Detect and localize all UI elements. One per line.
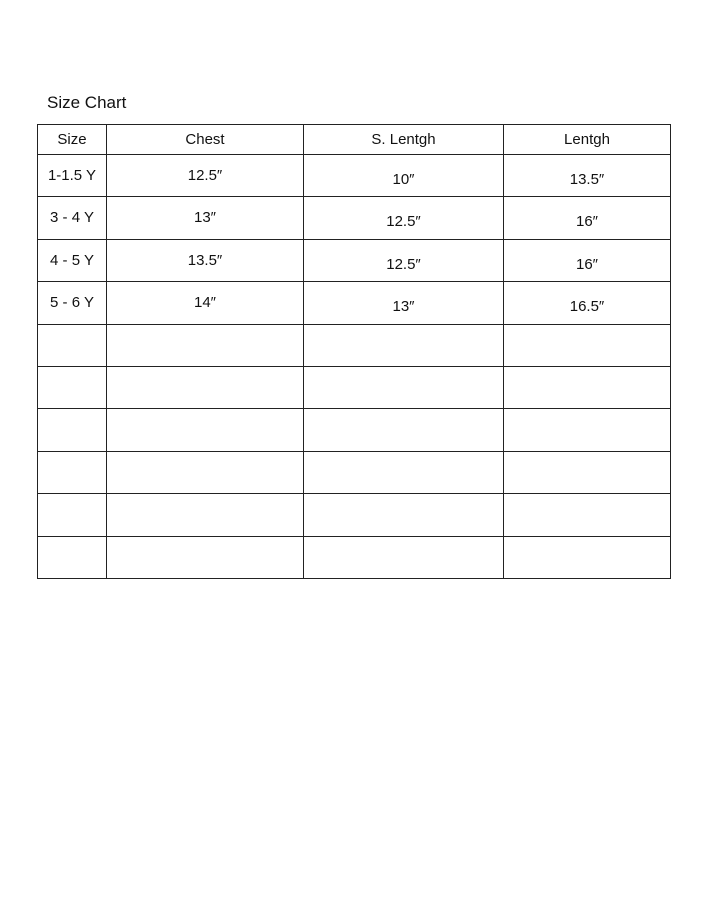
cell-s-length-value: 12.5″ xyxy=(386,255,421,273)
table-row xyxy=(38,155,671,197)
cell-length-value: 16.5″ xyxy=(569,298,605,316)
table-row xyxy=(38,239,671,281)
cell-size-value: 5 - 6 Y xyxy=(50,294,94,312)
cell-chest xyxy=(107,451,304,493)
cell-size-value: 1-1.5 Y xyxy=(47,167,97,184)
column-header-size: Size xyxy=(38,125,107,155)
cell-chest xyxy=(107,324,304,366)
table-row xyxy=(38,409,671,451)
cell-s-length xyxy=(304,409,504,451)
cell-s-length xyxy=(304,494,504,536)
cell-chest xyxy=(107,197,304,239)
cell-size xyxy=(38,409,107,451)
cell-s-length xyxy=(304,324,504,366)
table-row xyxy=(38,324,671,366)
cell-length xyxy=(504,197,671,239)
cell-size xyxy=(38,197,107,239)
cell-size xyxy=(38,366,107,408)
cell-size xyxy=(38,494,107,536)
cell-size xyxy=(38,155,107,197)
cell-chest xyxy=(107,409,304,451)
table-body xyxy=(38,155,671,579)
table-row xyxy=(38,451,671,493)
cell-s-length xyxy=(304,239,504,281)
size-chart-table xyxy=(37,124,671,579)
cell-s-length xyxy=(304,197,504,239)
cell-length xyxy=(504,494,671,536)
cell-s-length xyxy=(304,155,504,197)
table-row xyxy=(38,366,671,408)
column-header-length: Lentgh xyxy=(504,125,671,155)
cell-length-value: 13.5″ xyxy=(569,171,605,188)
table-row xyxy=(38,494,671,536)
cell-size xyxy=(38,239,107,281)
cell-chest-value: 13.5″ xyxy=(187,251,223,269)
cell-length xyxy=(504,155,671,197)
cell-length xyxy=(504,536,671,578)
table-row xyxy=(38,197,671,239)
cell-size xyxy=(38,282,107,324)
cell-chest xyxy=(107,494,304,536)
cell-length xyxy=(504,451,671,493)
cell-s-length-value: 13″ xyxy=(392,298,415,316)
cell-size xyxy=(38,536,107,578)
cell-size xyxy=(38,451,107,493)
cell-chest-value: 12.5″ xyxy=(187,167,223,184)
column-header-chest: Chest xyxy=(107,125,304,155)
cell-length xyxy=(504,366,671,408)
cell-s-length-value: 12.5″ xyxy=(386,213,421,231)
cell-length xyxy=(504,239,671,281)
table-row xyxy=(38,536,671,578)
cell-length-value: 16″ xyxy=(576,213,598,231)
cell-s-length xyxy=(304,366,504,408)
cell-s-length xyxy=(304,282,504,324)
column-header-s-length: S. Lentgh xyxy=(304,125,504,155)
cell-size xyxy=(38,324,107,366)
header-row xyxy=(38,125,671,155)
cell-s-length-value: 10″ xyxy=(392,171,415,188)
page-title: Size Chart xyxy=(47,93,127,112)
cell-length xyxy=(504,409,671,451)
cell-chest-value: 13″ xyxy=(194,209,216,227)
cell-chest xyxy=(107,239,304,281)
cell-s-length xyxy=(304,536,504,578)
cell-chest xyxy=(107,282,304,324)
cell-s-length xyxy=(304,451,504,493)
cell-size-value: 3 - 4 Y xyxy=(50,209,94,227)
cell-chest xyxy=(107,155,304,197)
cell-chest-value: 14″ xyxy=(194,294,216,312)
table-row xyxy=(38,282,671,324)
cell-length xyxy=(504,282,671,324)
cell-size-value: 4 - 5 Y xyxy=(50,251,94,269)
cell-chest xyxy=(107,536,304,578)
cell-length xyxy=(504,324,671,366)
cell-length-value: 16″ xyxy=(576,255,598,273)
cell-chest xyxy=(107,366,304,408)
